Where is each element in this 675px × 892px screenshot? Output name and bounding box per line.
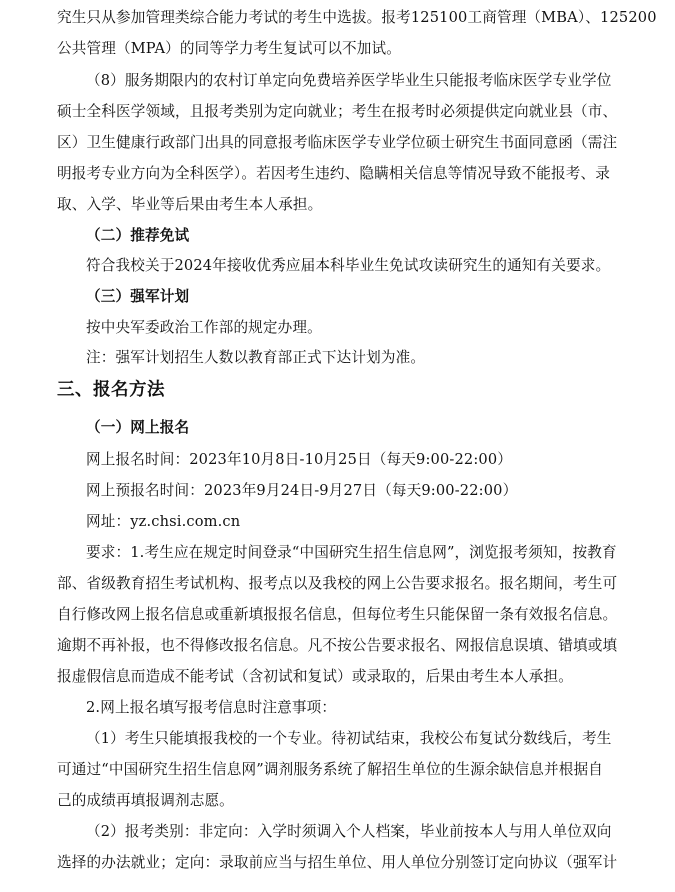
paragraph-line: 选择的办法就业；定向：录取前应当与招生单位、用人单位分别签订定向协议（强军计 <box>57 854 618 871</box>
paragraph-line: 究生只从参加管理类综合能力考试的考生中选拔。报考125100工商管理（MBA）、125200 <box>57 9 657 26</box>
paragraph-line: 部、省级教育招生考试机构、报考点以及我校的网上公告要求报名。报名期间，考生可 <box>57 575 618 592</box>
subsection-heading: （二）推荐免试 <box>86 227 190 244</box>
registration-time: 网上报名时间：2023年10月8日-10月25日（每天9:00-22:00） <box>86 451 513 468</box>
paragraph-line: 报虚假信息而造成不能考试（含初试和复试）或录取的，后果由考生本人承担。 <box>57 668 574 685</box>
paragraph-line: 符合我校关于2024年接收优秀应届本科毕业生免试攻读研究生的通知有关要求。 <box>86 257 611 274</box>
paragraph-line: （8）服务期限内的农村订单定向免费培养医学毕业生只能报考临床医学专业学位 <box>86 72 612 89</box>
paragraph-line: （1）考生只能填报我校的一个专业。待初试结束，我校公布复试分数线后，考生 <box>86 730 612 747</box>
paragraph-line: （2）报考类别：非定向：入学时须调入个人档案，毕业前按本人与用人单位双向 <box>86 823 612 840</box>
paragraph-line: 区）卫生健康行政部门出具的同意报考临床医学专业学位硕士研究生书面同意函（需注 <box>57 134 618 151</box>
subsection-heading: （一）网上报名 <box>86 419 190 436</box>
paragraph-line: 公共管理（MPA）的同等学力考生复试可以不加试。 <box>57 40 402 57</box>
paragraph-line: 硕士全科医学领域，且报考类别为定向就业；考生在报考时必须提供定向就业县（市、 <box>57 103 618 120</box>
paragraph-line: 注：强军计划招生人数以教育部正式下达计划为准。 <box>86 349 426 366</box>
paragraph-line: 按中央军委政治工作部的规定办理。 <box>86 319 322 336</box>
paragraph-line: 可通过“中国研究生招生信息网”调剂服务系统了解招生单位的生源余缺信息并根据自 <box>57 761 603 778</box>
paragraph-line: 取、入学、毕业等后果由考生本人承担。 <box>57 196 323 213</box>
paragraph-line: 2.网上报名填写报考信息时注意事项： <box>86 699 337 716</box>
paragraph-line: 逾期不再补报，也不得修改报名信息。凡不按公告要求报名、网报信息误填、错填或填 <box>57 637 618 654</box>
paragraph-line: 自行修改网上报名信息或重新填报报名信息，但每位考生只能保留一条有效报名信息。 <box>57 606 618 623</box>
paragraph-line: 己的成绩再填报调剂志愿。 <box>57 792 234 809</box>
paragraph-line: 明报考专业方向为全科医学）。若因考生违约、隐瞒相关信息等情况导致不能报考、录 <box>57 165 610 182</box>
paragraph-line: 要求：1.考生应在规定时间登录“中国研究生招生信息网”，浏览报考须知，按教育 <box>86 544 617 561</box>
pre-registration-time: 网上预报名时间：2023年9月24日-9月27日（每天9:00-22:00） <box>86 482 518 499</box>
section-heading: 三、报名方法 <box>57 380 165 400</box>
registration-url: 网址：yz.chsi.com.cn <box>86 513 241 530</box>
subsection-heading: （三）强军计划 <box>86 288 190 305</box>
